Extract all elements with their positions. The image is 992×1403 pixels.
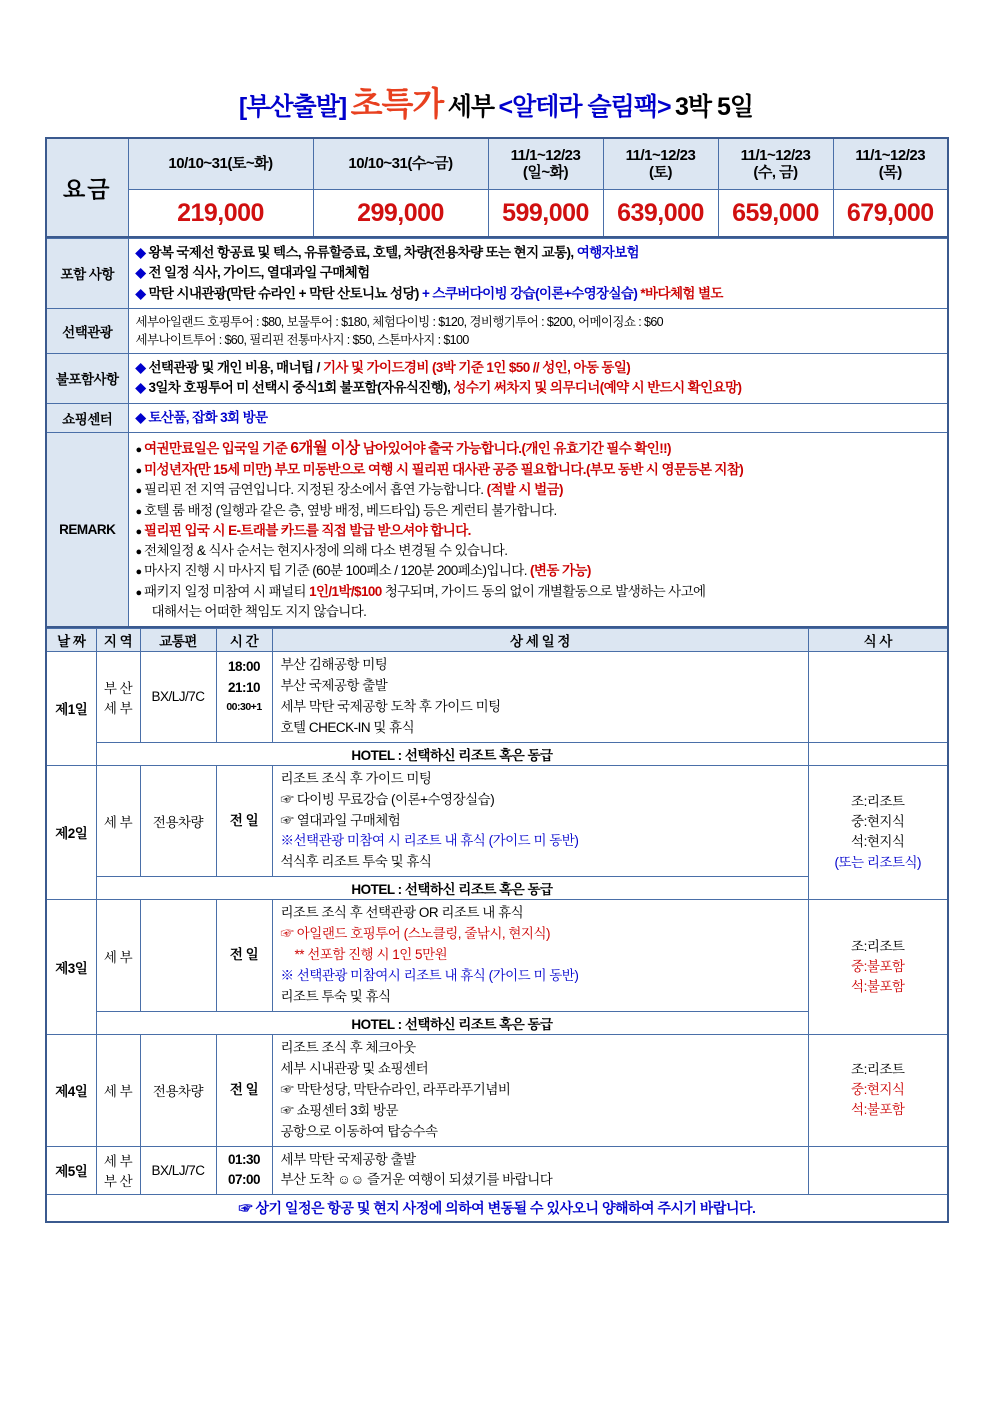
day-label-4: 제4일 [46, 1034, 96, 1146]
time-2: 전 일 [216, 765, 272, 877]
table-row [46, 765, 948, 877]
meal-5 [808, 1146, 948, 1195]
transport-4: 전용차량 [140, 1034, 216, 1146]
time-5: 01:30 07:00 [216, 1146, 272, 1195]
remark-text: 미성년자(만 15세 미만) 부모 미동반으로 여행 시 필리핀 대사관 공증 필요합니다.(부모 동반 시 영문등본 지참) [144, 462, 744, 477]
transport-1: BX/LJ/7C [140, 652, 216, 743]
price-header-3: 11/1~12/23 (토) [603, 138, 718, 190]
remark-item [136, 480, 941, 500]
region-4: 세 부 [96, 1034, 140, 1146]
remark-item [136, 541, 941, 561]
bullet-icon: ● [135, 485, 145, 498]
footer-note: ☞ 상기 일정은 항공 및 현지 사정에 의하여 변동될 수 있사오니 양해하여 주시기 바랍니다. [46, 1195, 948, 1223]
price-header-0: 10/10~31(토~화) [128, 138, 313, 190]
price-header-5: 11/1~12/23 (목) [833, 138, 948, 190]
option-label: 선택관광 [46, 308, 128, 353]
th-region: 지 역 [96, 629, 140, 652]
transport-5: BX/LJ/7C [140, 1146, 216, 1195]
th-detail: 상 세 일 정 [272, 629, 808, 652]
shopping-value: ◆ 토산품, 잡화 3회 방문 [128, 403, 948, 432]
page-title [45, 0, 947, 137]
price-value-1: 299,000 [313, 190, 488, 238]
remark-text: (변동 가능) [530, 563, 591, 579]
detail-1: 부산 김해공항 미팅 부산 국제공항 출발 세부 막탄 국제공항 도착 후 가이드 미팅 호텔 CHECK-IN 및 휴식 [272, 652, 808, 743]
remark-item [136, 501, 941, 521]
meal-1 [808, 652, 948, 743]
remark-text: 청구되며, 가이드 동의 없이 개별활동으로 발생하는 사고에 [381, 583, 706, 599]
detail-2: 리조트 조식 후 가이드 미팅 ☞ 다이빙 무료강습 (이론+수영장실습) ☞ 열대과일 구매체험 ※선택관광 미참여 시 리조트 내 휴식 (가이드 미 동반) 석식후 리조트 투숙 및 휴식 [272, 765, 808, 877]
info-table [45, 238, 949, 628]
time-4: 전 일 [216, 1034, 272, 1146]
day-label-5: 제5일 [46, 1146, 96, 1195]
remark-item [136, 561, 941, 581]
remark-text: 마사지 진행 시 마사지 팁 기준 (60분 100페소 / 120분 200페소)입니다. [144, 563, 531, 579]
region-2: 세 부 [96, 765, 140, 877]
include-value: ◆ 왕복 국제선 항공료 및 텍스, 유류할증료, 호텔, 차량(전용차량 또는 현지 교통), 여행자보험 ◆ 전 일정 식사, 가이드, 열대과일 구매체험 ◆ 막탄 시내관광(막탄 슈라인 + 막탄 산토니뇨 성당) + 스쿠버다이빙 강습(이론+수영장실습) *바다체험 별도 [128, 239, 948, 309]
th-date: 날 짜 [46, 629, 96, 652]
price-table [45, 137, 949, 238]
include-label: 포함 사항 [46, 239, 128, 309]
remark-text: 전체일정 & 식사 순서는 현지사정에 의해 다소 변경될 수 있습니다. [144, 543, 508, 558]
table-row [46, 900, 948, 1012]
meal-2: 조:리조트 중:현지식 석:현지식 (또는 리조트식) [808, 765, 948, 900]
remark-text: 패키지 일정 미참여 시 패널티 [144, 583, 310, 599]
info-row-remark [46, 432, 948, 627]
region-3: 세 부 [96, 900, 140, 1012]
table-row [46, 652, 948, 743]
table-row [46, 1034, 948, 1146]
bullet-icon: ● [135, 465, 145, 477]
time-1: 18:00 21:10 00:30+1 [216, 652, 272, 743]
time-3: 전 일 [216, 900, 272, 1012]
remark-text: 여권만료일은 입국일 기준 [144, 440, 291, 456]
hotel-text-2: HOTEL : 선택하신 리조트 혹은 동급 [96, 877, 808, 900]
hotel-text-3: HOTEL : 선택하신 리조트 혹은 동급 [96, 1011, 808, 1034]
title-destination: 세부 [447, 93, 495, 121]
region-5: 세 부 부 산 [96, 1146, 140, 1195]
remark-text: 6개월 이상 [290, 439, 360, 457]
bullet-icon: ● [135, 546, 145, 558]
transport-3 [140, 900, 216, 1012]
remark-item [136, 582, 941, 602]
exclude-label: 불포함사항 [46, 354, 128, 404]
remark-text: 1인/1박/$100 [309, 583, 382, 599]
option-value: 세부아일랜드 호핑투어 : $80, 보물투어 : $180, 체험다이빙 : $120, 경비행기투어 : $200, 어메이징쇼 : $60 세부나이트투어 : $60, 필리핀 전통마사지 : $50, 스톤마사지 : $100 [128, 308, 948, 353]
remark-text: 필리핀 전 지역 금연입니다. 지정된 장소에서 흡연 가능합니다. [144, 482, 487, 498]
remark-text: 필리핀 입국 시 E-트래블 카드를 직접 발급 받으셔야 합니다. [144, 522, 471, 538]
remark-item [136, 460, 941, 480]
price-value-2: 599,000 [488, 190, 603, 238]
price-header-4: 11/1~12/23 (수, 금) [718, 138, 833, 190]
bullet-icon: ● [135, 443, 145, 456]
meal-3: 조:리조트 중:불포함 석:불포함 [808, 900, 948, 1035]
remark-list [128, 432, 948, 627]
info-row-exclude [46, 354, 948, 404]
bullet-icon: ● [135, 525, 145, 538]
day-label-3: 제3일 [46, 900, 96, 1035]
schedule-footer [46, 1195, 948, 1223]
table-row [46, 1146, 948, 1195]
bullet-icon: ● [135, 566, 145, 579]
th-transport: 교통편 [140, 629, 216, 652]
remark-text: 대해서는 어떠한 책임도 지지 않습니다. [151, 603, 367, 619]
detail-4: 리조트 조식 후 체크아웃 세부 시내관광 및 쇼핑센터 ☞ 막탄성당, 막탄슈라인, 라푸라푸기념비 ☞ 쇼핑센터 3회 방문 공항으로 이동하여 탑승수속 [272, 1034, 808, 1146]
price-row-label: 요금 [46, 138, 128, 237]
price-value-3: 639,000 [603, 190, 718, 238]
hotel-text-1: HOTEL : 선택하신 리조트 혹은 동급 [96, 742, 808, 765]
remark-text: (적발 시 벌금) [486, 482, 563, 498]
remark-text: 호텔 룸 배정 (일행과 같은 층, 옆방 배정, 베드타입) 등은 게런티 불가합니다. [144, 502, 557, 518]
th-time: 시 간 [216, 629, 272, 652]
transport-2: 전용차량 [140, 765, 216, 877]
price-header-2: 11/1~12/23 (일~화) [488, 138, 603, 190]
info-row-shopping [46, 403, 948, 432]
info-row-option [46, 308, 948, 353]
price-value-0: 219,000 [128, 190, 313, 238]
hotel-row-1 [46, 742, 948, 765]
remark-text: 남아있어야 출국 가능합니다.(개인 유효기간 필수 확인!!) [359, 440, 671, 456]
shopping-label: 쇼핑센터 [46, 403, 128, 432]
schedule-table [45, 628, 949, 1223]
bullet-icon: ● [135, 586, 145, 599]
day-label-1: 제1일 [46, 652, 96, 766]
detail-5: 세부 막탄 국제공항 출발 부산 도착 ☺☺ 즐거운 여행이 되셨기를 바랍니다 [272, 1146, 808, 1195]
meal-1b [808, 742, 948, 765]
remark-item [136, 602, 941, 622]
price-header-1: 10/10~31(수~금) [313, 138, 488, 190]
title-duration: 3박 5일 [675, 93, 754, 121]
detail-3: 리조트 조식 후 선택관광 OR 리조트 내 휴식 ☞ 아일랜드 호핑투어 (스노클링, 줄낚시, 현지식) ** 선포함 진행 시 1인 5만원 ※ 선택관광 미참여시 리조트 내 휴식 (가이드 미 동반) 리조트 투숙 및 휴식 [272, 900, 808, 1012]
bullet-icon: ● [135, 505, 145, 518]
title-package: <알테라 슬림팩> [498, 93, 671, 121]
price-value-5: 679,000 [833, 190, 948, 238]
info-row-include [46, 239, 948, 309]
remark-label: REMARK [46, 432, 128, 627]
meal-4: 조:리조트 중:현지식 석:불포함 [808, 1034, 948, 1146]
schedule-header-row [46, 629, 948, 652]
th-meal: 식 사 [808, 629, 948, 652]
day-label-2: 제2일 [46, 765, 96, 900]
exclude-value: ◆ 선택관광 및 개인 비용, 매너팁 / 기사 및 가이드경비 (3박 기준 1인 $50 // 성인, 아동 동일) ◆ 3일차 호핑투어 미 선택시 중식1회 불포함(자유식진행), 성수기 써차지 및 의무디너(예약 시 반드시 확인요망) [128, 354, 948, 404]
title-special: 초특가 [350, 84, 444, 123]
remark-item [136, 521, 941, 541]
region-1: 부 산 세 부 [96, 652, 140, 743]
price-value-4: 659,000 [718, 190, 833, 238]
remark-item [136, 437, 941, 460]
title-departure: [부산출발] [238, 93, 347, 121]
